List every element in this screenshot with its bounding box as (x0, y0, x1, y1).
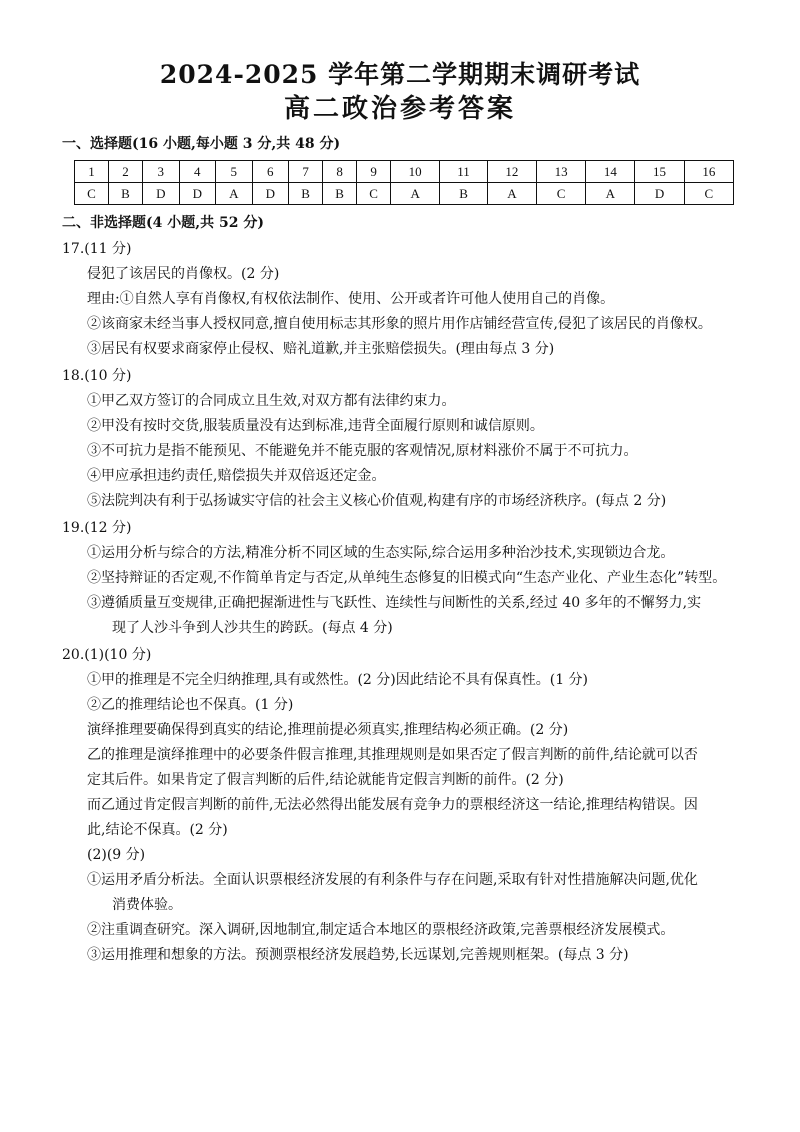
q19-line-continuation: 现了人沙斗争到人沙共生的跨跃。(每点 4 分) (112, 620, 393, 636)
question-number: 15 (635, 161, 684, 183)
question-number: 14 (586, 161, 635, 183)
answer-cell: D (179, 183, 216, 205)
q17-line: ③居民有权要求商家停止侵权、赔礼道歉,并主张赔偿损失。(理由每点 3 分) (87, 341, 555, 357)
question-number: 12 (487, 161, 536, 183)
question-number: 6 (252, 161, 289, 183)
q18-line: ②甲没有按时交货,服装质量没有达到标准,违背全面履行原则和诚信原则。 (87, 418, 544, 434)
q20-line-continuation: 此,结论不保真。(2 分) (87, 822, 228, 838)
question-number: 13 (537, 161, 586, 183)
question-number: 10 (391, 161, 440, 183)
q20-line-continuation: 消费体验。 (112, 897, 182, 913)
answer-cell: D (143, 183, 180, 205)
q20-line: 乙的推理是演绎推理中的必要条件假言推理,其推理规则是如果否定了假言判断的前件,结论就可以否 (87, 747, 698, 763)
q18-line: ④甲应承担违约责任,赔偿损失并双倍返还定金。 (87, 468, 386, 484)
q20-line: 演绎推理要确保得到真实的结论,推理前提必须真实,推理结构必须正确。(2 分) (87, 722, 569, 738)
answer-cell: C (75, 183, 109, 205)
q19-line: ③遵循质量互变规律,正确把握渐进性与飞跃性、连续性与间断性的关系,经过 40 多年的不懈努力,实 (87, 595, 702, 611)
q20-line: ①甲的推理是不完全归纳推理,具有或然性。(2 分)因此结论不具有保真性。(1 分) (87, 672, 589, 688)
answer-cell: A (391, 183, 440, 205)
q17-line: 侵犯了该居民的肖像权。(2 分) (87, 266, 280, 282)
question-number: 8 (323, 161, 357, 183)
question-number: 7 (289, 161, 323, 183)
page-title: 2024-2025 学年第二学期期末调研考试 (159, 60, 641, 89)
q17-heading: 17.(11 分) (62, 241, 132, 257)
question-number: 9 (357, 161, 391, 183)
q18-line: ⑤法院判决有利于弘扬诚实守信的社会主义核心价值观,构建有序的市场经济秩序。(每点 2 分) (87, 493, 667, 509)
section2-heading: 二、非选择题(4 小题,共 52 分) (62, 215, 264, 231)
answer-cell: B (289, 183, 323, 205)
q20-line: ③运用推理和想象的方法。预测票根经济发展趋势,长远谋划,完善规则框架。(每点 3 分) (87, 947, 629, 963)
answer-cell: D (252, 183, 289, 205)
question-number: 4 (179, 161, 216, 183)
answer-cell: B (109, 183, 143, 205)
q19-line: ②坚持辩证的否定观,不作简单肯定与否定,从单纯生态修复的旧模式向“生态产业化、产业生态化”转型。 (87, 570, 727, 586)
q18-line: ③不可抗力是指不能预见、不能避免并不能克服的客观情况,原材料涨价不属于不可抗力。 (87, 443, 638, 459)
q20-line: ②乙的推理结论也不保真。(1 分) (87, 697, 294, 713)
answer-table-answer-row (75, 183, 734, 205)
question-number: 1 (75, 161, 109, 183)
q20-line: ②注重调查研究。深入调研,因地制宜,制定适合本地区的票根经济政策,完善票根经济发展模式。 (87, 922, 675, 938)
q18-line: ①甲乙双方签订的合同成立且生效,对双方都有法律约束力。 (87, 393, 456, 409)
question-number: 2 (109, 161, 143, 183)
answer-cell: C (684, 183, 733, 205)
answer-cell: A (216, 183, 253, 205)
question-number: 16 (684, 161, 733, 183)
question-number: 3 (143, 161, 180, 183)
q18-heading: 18.(10 分) (62, 368, 132, 384)
question-number: 5 (216, 161, 253, 183)
q17-line: ②该商家未经当事人授权同意,擅自使用标志其形象的照片用作店铺经营宣传,侵犯了该居民的肖像权。 (87, 316, 712, 332)
answer-cell: C (357, 183, 391, 205)
q20-line-continuation: 定其后件。如果肯定了假言判断的后件,结论就能肯定假言判断的前件。(2 分) (87, 772, 564, 788)
answer-cell: A (586, 183, 635, 205)
q20-line: 而乙通过肯定假言判断的前件,无法必然得出能发展有竞争力的票根经济这一结论,推理结构错误。因 (87, 797, 698, 813)
q20-line: ①运用矛盾分析法。全面认识票根经济发展的有利条件与存在问题,采取有针对性措施解决问题,优化 (87, 872, 698, 888)
answer-cell: B (323, 183, 357, 205)
answer-cell: A (487, 183, 536, 205)
answer-table-number-row (75, 161, 734, 183)
answer-table (74, 160, 734, 205)
q19-heading: 19.(12 分) (62, 520, 132, 536)
q17-line: 理由:①自然人享有肖像权,有权依法制作、使用、公开或者许可他人使用自己的肖像。 (87, 291, 615, 307)
page-subtitle: 高二政治参考答案 (283, 94, 516, 124)
question-number: 11 (440, 161, 488, 183)
answer-cell: D (635, 183, 684, 205)
q20-sub2-heading: (2)(9 分) (87, 847, 146, 863)
answer-cell: B (440, 183, 488, 205)
answer-cell: C (537, 183, 586, 205)
section1-heading: 一、选择题(16 小题,每小题 3 分,共 48 分) (62, 136, 341, 152)
q19-line: ①运用分析与综合的方法,精准分析不同区域的生态实际,综合运用多种治沙技术,实现锁边合龙。 (87, 545, 675, 561)
q20-heading: 20.(1)(10 分) (62, 647, 152, 663)
